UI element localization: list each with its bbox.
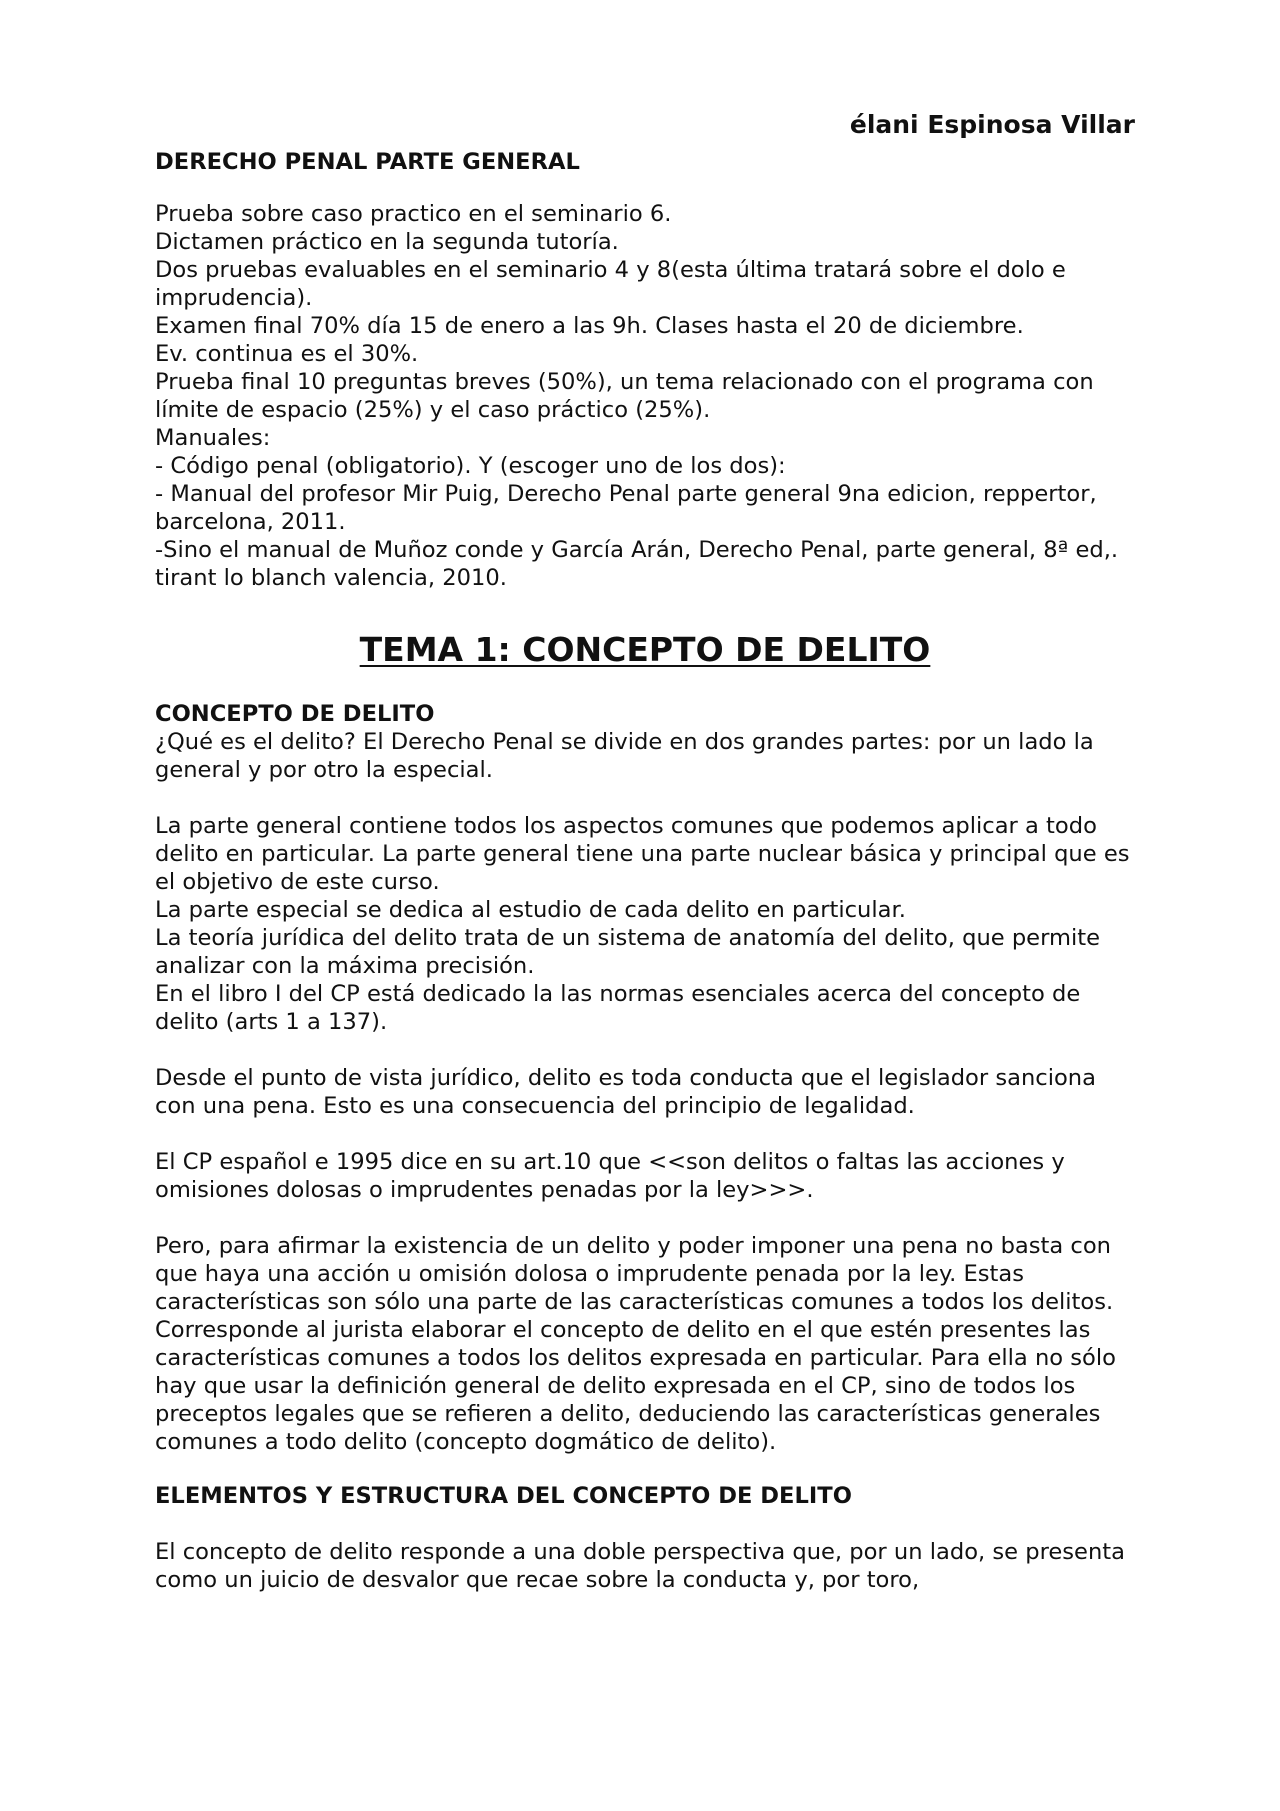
paragraph-line: La teoría jurídica del delito trata de un sistema de anatomía del delito, que permite analizar con la máxima precisión. bbox=[155, 925, 1101, 979]
course-title: DERECHO PENAL PARTE GENERAL bbox=[155, 149, 580, 175]
paragraph-line: La parte especial se dedica al estudio de cada delito en particular. bbox=[155, 897, 906, 923]
intro-block bbox=[155, 200, 1135, 592]
intro-line: Examen final 70% día 15 de enero a las 9h. Clases hasta el 20 de diciembre. bbox=[155, 313, 1024, 339]
intro-line: Prueba final 10 preguntas breves (50%), un tema relacionado con el programa con límite de espacio (25%) y el caso práctico (25%). bbox=[155, 369, 1094, 423]
section-concepto bbox=[155, 700, 1135, 1456]
document-page bbox=[155, 110, 1135, 1594]
intro-line: - Manual del profesor Mir Puig, Derecho Penal parte general 9na edicion, reppertor, barcelona, 2011. bbox=[155, 481, 1097, 535]
paragraph-line: En el libro I del CP está dedicado la las normas esenciales acerca del concepto de delito (arts 1 a 137). bbox=[155, 981, 1081, 1035]
paragraph: El concepto de delito responde a una doble perspectiva que, por un lado, se presenta como un juicio de desvalor que recae sobre la conducta y, por toro, bbox=[155, 1539, 1125, 1593]
paragraph: ¿Qué es el delito? El Derecho Penal se divide en dos grandes partes: por un lado la general y por otro la especial. bbox=[155, 729, 1094, 783]
paragraph: Desde el punto de vista jurídico, delito es toda conducta que el legislador sanciona con una pena. Esto es una consecuencia del principio de legalidad. bbox=[155, 1065, 1096, 1119]
intro-line: -Sino el manual de Muñoz conde y García Arán, Derecho Penal, parte general, 8ª ed,. tirant lo blanch valencia, 2010. bbox=[155, 537, 1119, 591]
section-elementos bbox=[155, 1482, 1135, 1594]
intro-line: Dictamen práctico en la segunda tutoría. bbox=[155, 229, 619, 255]
section-heading: CONCEPTO DE DELITO bbox=[155, 701, 435, 727]
tema-title: TEMA 1: CONCEPTO DE DELITO bbox=[359, 630, 931, 669]
intro-line: Prueba sobre caso practico en el seminario 6. bbox=[155, 201, 672, 227]
section-heading: ELEMENTOS Y ESTRUCTURA DEL CONCEPTO DE DELITO bbox=[155, 1483, 852, 1509]
intro-line: Manuales: bbox=[155, 425, 271, 451]
paragraph: El CP español e 1995 dice en su art.10 que <<son delitos o faltas las acciones y omisiones dolosas o imprudentes penadas por la ley>>>. bbox=[155, 1149, 1065, 1203]
intro-line: Ev. continua es el 30%. bbox=[155, 341, 419, 367]
intro-line: - Código penal (obligatorio). Y (escoger uno de los dos): bbox=[155, 453, 786, 479]
intro-line: Dos pruebas evaluables en el seminario 4 y 8(esta última tratará sobre el dolo e imprudencia). bbox=[155, 257, 1066, 311]
paragraph: Pero, para afirmar la existencia de un delito y poder imponer una pena no basta con que haya una acción u omisión dolosa o imprudente penada por la ley. Estas características son sólo una parte de las características comunes a todos los delitos. Corresponde al jurista elaborar el concepto de delito en el que estén presentes las características comunes a todos los delitos expresada en particular. Para ella no sólo hay que usar la definición general de delito expresada en el CP, sino de todos los preceptos legales que se refieren a delito, deduciendo las características generales comunes a todo delito (concepto dogmático de delito). bbox=[155, 1233, 1116, 1455]
paragraph-line: La parte general contiene todos los aspectos comunes que podemos aplicar a todo delito en particular. La parte general tiene una parte nuclear básica y principal que es el objetivo de este curso. bbox=[155, 813, 1130, 895]
paragraph-group bbox=[155, 812, 1135, 1036]
author-name: élani Espinosa Villar bbox=[849, 110, 1135, 139]
